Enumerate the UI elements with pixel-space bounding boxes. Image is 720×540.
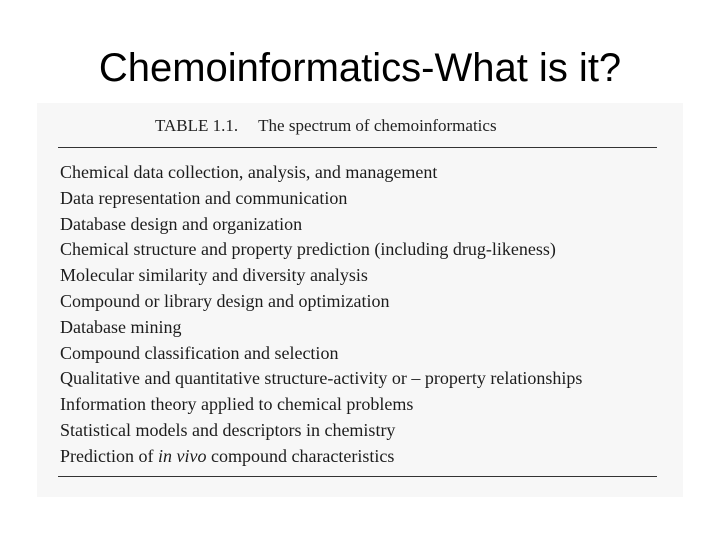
table-image bbox=[37, 103, 683, 497]
last-row-italic: in vivo bbox=[157, 445, 207, 466]
table-caption-number: TABLE 1.1. bbox=[155, 116, 239, 135]
table-bottom-rule bbox=[58, 476, 657, 477]
last-row-prefix: Prediction of bbox=[60, 445, 158, 466]
table-row: Information theory applied to chemical problems bbox=[60, 394, 414, 415]
table-row: Compound or library design and optimization bbox=[60, 290, 390, 311]
table-row-last bbox=[60, 444, 582, 470]
table-row: Database design and organization bbox=[60, 213, 303, 234]
table-top-rule bbox=[58, 147, 657, 148]
table-row: Data representation and communication bbox=[60, 187, 348, 208]
table-row: Molecular similarity and diversity analysis bbox=[60, 265, 368, 286]
table-caption bbox=[155, 116, 497, 136]
table-caption-text: The spectrum of chemoinformatics bbox=[258, 116, 497, 135]
table-row: Chemical data collection, analysis, and management bbox=[60, 162, 438, 182]
table-rows bbox=[60, 160, 582, 470]
table-row: Chemical structure and property prediction (including drug-likeness) bbox=[60, 239, 556, 260]
slide-title: Chemoinformatics-What is it? bbox=[98, 46, 622, 90]
table-row: Database mining bbox=[60, 316, 182, 337]
table-row: Statistical models and descriptors in chemistry bbox=[60, 419, 396, 440]
last-row-suffix: compound characteristics bbox=[206, 445, 395, 466]
table-row: Qualitative and quantitative structure-activity or – property relationships bbox=[60, 368, 583, 389]
table-row: Compound classification and selection bbox=[60, 342, 339, 363]
